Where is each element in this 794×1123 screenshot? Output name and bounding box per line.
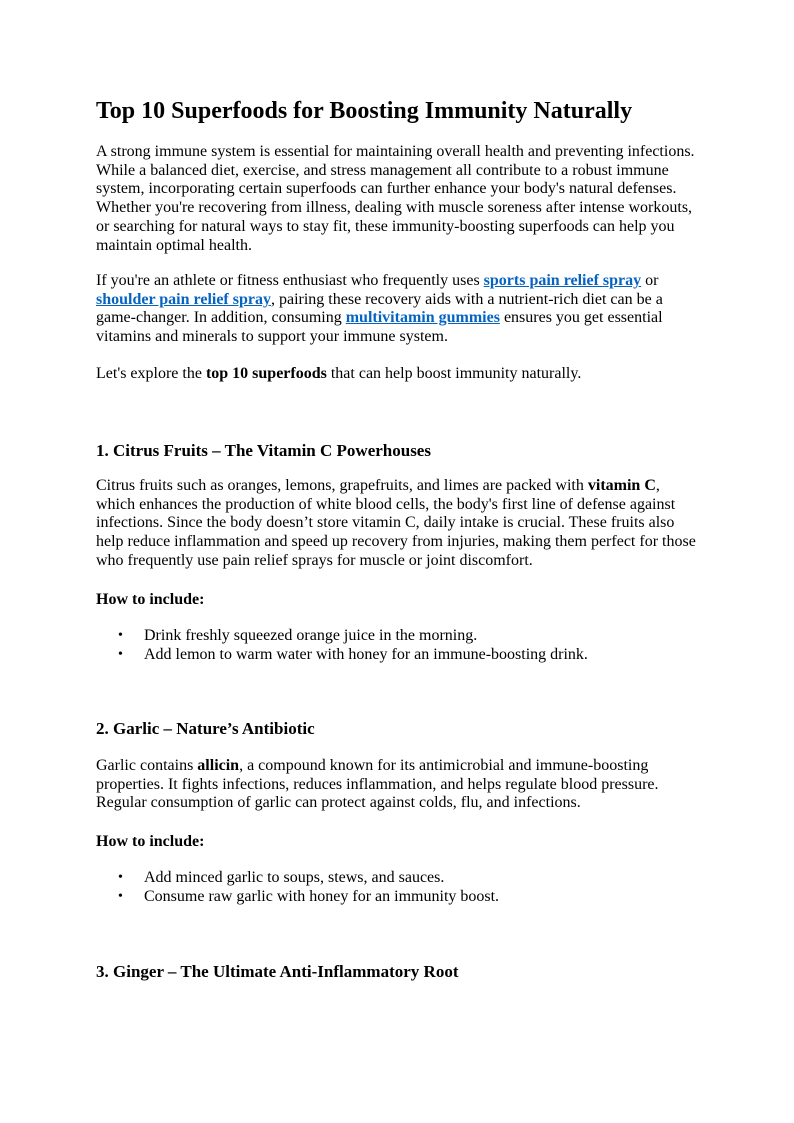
explore-paragraph <box>96 365 716 384</box>
paragraph-text: or <box>641 272 659 289</box>
intro-line: Whether you're recovering from illness, dealing with muscle soreness after intense workouts, <box>96 199 693 217</box>
paragraph-text: game-changer. In addition, consuming <box>96 309 346 327</box>
paragraph-text: If you're an athlete or fitness enthusiast who frequently uses <box>96 272 484 289</box>
paragraph-text: who frequently use pain relief sprays for muscle or joint discomfort. <box>96 551 533 569</box>
section-heading-garlic: 2. Garlic – Nature’s Antibiotic <box>96 719 315 738</box>
bullet-icon: • <box>118 628 123 643</box>
paragraph-text: Citrus fruits such as oranges, lemons, grapefruits, and limes are packed with <box>96 477 588 494</box>
bullet-icon: • <box>118 889 123 904</box>
intro-line: maintain optimal health. <box>96 236 252 254</box>
paragraph-text: ensures you get essential <box>499 309 663 327</box>
multivitamin-gummies-link[interactable]: multivitamin gummies <box>345 309 500 327</box>
shoulder-pain-relief-spray-link[interactable]: shoulder pain relief spray <box>96 290 271 308</box>
list-item-text: Add minced garlic to soups, stews, and sauces. <box>144 869 445 886</box>
list-item-text: Consume raw garlic with honey for an immunity boost. <box>144 888 500 905</box>
paragraph-text: infections. Since the body doesn’t store vitamin C, daily intake is crucial. These fruits also <box>96 514 675 532</box>
list-item-text: Drink freshly squeezed orange juice in the morning. <box>144 627 478 644</box>
list-item <box>96 645 588 664</box>
bold-phrase: allicin <box>197 757 240 774</box>
paragraph-text: Let's explore the <box>96 365 206 382</box>
list-item <box>96 626 588 645</box>
intro-line: system, incorporating certain superfoods can further enhance your body's natural defenses. <box>96 180 677 198</box>
list-item <box>96 887 499 906</box>
bullet-icon: • <box>118 647 123 662</box>
paragraph-text: vitamins and minerals to support your immune system. <box>96 328 448 346</box>
paragraph-text: which enhances the production of white blood cells, the body's first line of defense against <box>96 495 676 513</box>
intro-paragraph <box>96 143 716 255</box>
how-to-include-label: How to include: <box>96 833 205 850</box>
sports-pain-relief-spray-link[interactable]: sports pain relief spray <box>483 272 642 289</box>
list-item-text: Add lemon to warm water with honey for an immune-boosting drink. <box>144 646 588 663</box>
paragraph-text: , <box>655 477 660 494</box>
paragraph-text: Garlic contains <box>96 757 198 774</box>
citrus-bullet-list <box>96 626 588 664</box>
how-to-include-label: How to include: <box>96 591 205 608</box>
athlete-paragraph <box>96 272 716 347</box>
paragraph-text: help reduce inflammation and speed up recovery from injuries, making them perfect for those <box>96 533 696 551</box>
garlic-bullet-list <box>96 868 499 906</box>
intro-line: A strong immune system is essential for maintaining overall health and preventing infections. <box>96 143 695 160</box>
bullet-icon: • <box>118 870 123 885</box>
paragraph-text: properties. It fights infections, reduces inflammation, and helps regulate blood pressure. <box>96 775 659 793</box>
garlic-paragraph <box>96 757 716 813</box>
intro-line: or searching for natural ways to stay fit, these immunity-boosting superfoods can help you <box>96 217 675 235</box>
citrus-paragraph <box>96 477 716 571</box>
paragraph-text: , a compound known for its antimicrobial and immune-boosting <box>239 757 649 774</box>
paragraph-text: that can help boost immunity naturally. <box>326 365 582 382</box>
bold-phrase: top 10 superfoods <box>205 365 327 382</box>
intro-line: While a balanced diet, exercise, and stress management all contribute to a robust immune <box>96 161 669 179</box>
bold-phrase: vitamin C <box>587 477 656 494</box>
paragraph-text: , pairing these recovery aids with a nutrient-rich diet can be a <box>270 290 663 308</box>
list-item <box>96 868 499 887</box>
page-title: Top 10 Superfoods for Boosting Immunity Naturally <box>96 98 633 124</box>
section-heading-citrus: 1. Citrus Fruits – The Vitamin C Powerhouses <box>96 441 431 460</box>
paragraph-text: Regular consumption of garlic can protect against colds, flu, and infections. <box>96 794 581 812</box>
section-heading-ginger: 3. Ginger – The Ultimate Anti-Inflammatory Root <box>96 962 459 981</box>
